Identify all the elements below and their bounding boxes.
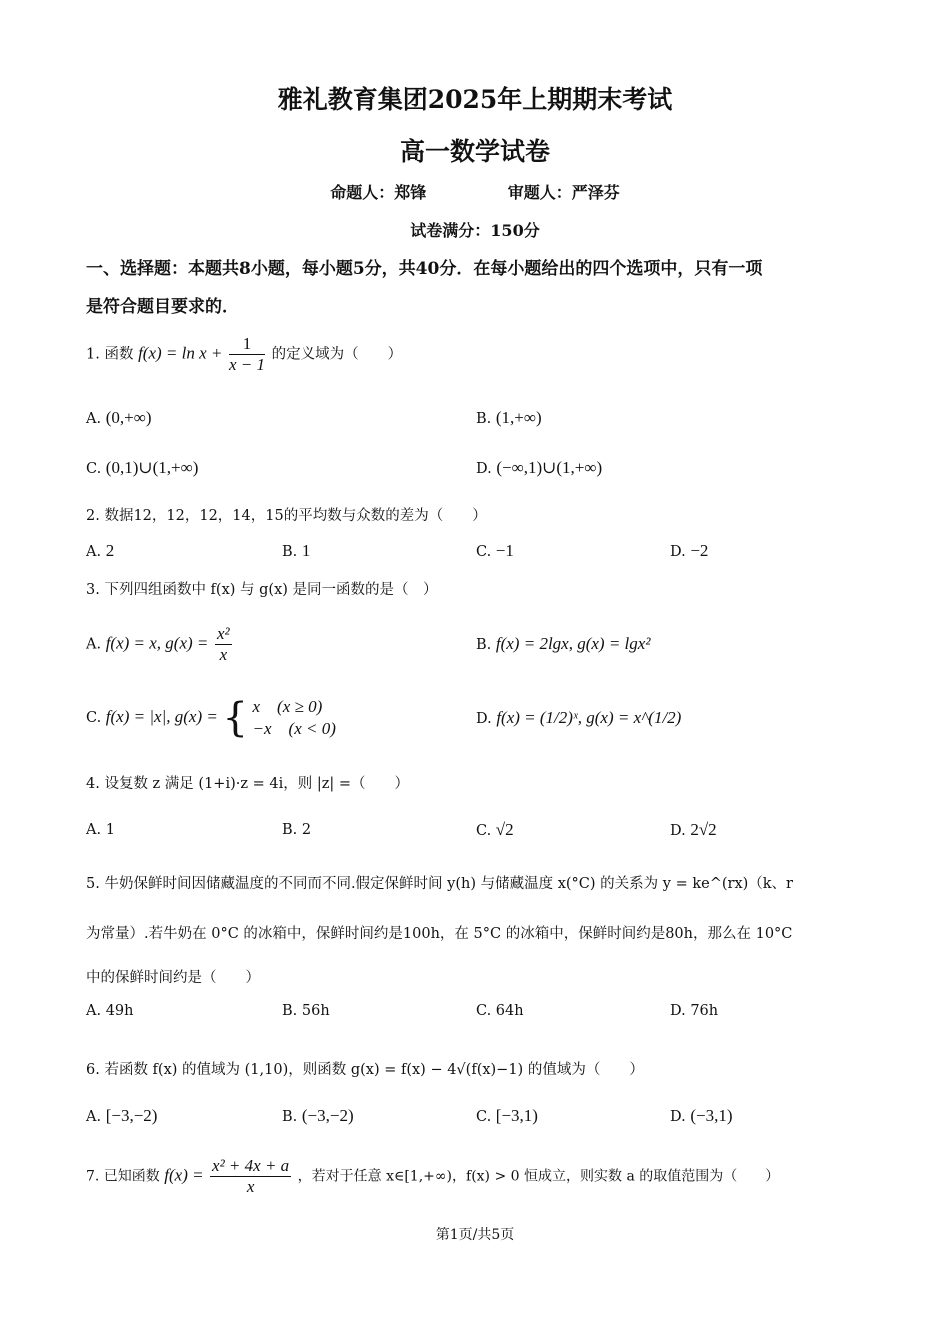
option-value: (1,+∞) <box>495 408 542 427</box>
option-label: C. <box>86 461 102 477</box>
q3-c-case2: −x (x < 0) <box>252 719 336 738</box>
option-value: f(x) = x, g(x) = <box>105 633 209 653</box>
q3-option-c <box>86 696 336 740</box>
option-value: √2 <box>495 820 514 839</box>
option-value: (−∞,1)∪(1,+∞) <box>496 458 603 477</box>
question-3: 3. 下列四组函数中 f(x) 与 g(x) 是同一函数的是（ ） <box>86 582 438 598</box>
option-label: A. <box>86 1109 102 1125</box>
reviewer-label: 审题人：严泽芬 <box>507 183 620 202</box>
q3-a-num: x² <box>217 624 230 643</box>
q5-option-c <box>476 1003 524 1019</box>
q1-func: f(x) = ln x + <box>138 343 223 363</box>
q7-func: f(x) = <box>164 1165 204 1185</box>
option-label: B. <box>282 822 298 838</box>
option-value: 2 <box>301 822 312 838</box>
option-value: f(x) = (1/2)ˣ, g(x) = x^(1/2) <box>496 708 682 727</box>
option-label: A. <box>86 636 102 653</box>
exam-title: 雅礼教育集团2025年上期期末考试 <box>277 85 673 114</box>
q2-option-c <box>476 541 514 561</box>
option-label: C. <box>476 1109 492 1125</box>
option-label: D. <box>476 711 492 727</box>
q3-a-den: x <box>219 645 228 664</box>
q1-suffix: 的定义域为（ ） <box>271 346 403 363</box>
option-value: 56h <box>301 1003 330 1019</box>
option-label: A. <box>86 1003 102 1019</box>
page-footer: 第1页/共5页 <box>435 1227 515 1243</box>
option-value: (−3,1) <box>690 1106 733 1125</box>
author-label: 命题人：郑锋 <box>330 183 427 202</box>
q5-option-b <box>282 1003 330 1019</box>
exam-subtitle: 高一数学试卷 <box>399 137 550 166</box>
q5-option-a <box>86 1003 134 1019</box>
section-heading-line2: 是符合题目要求的． <box>86 297 239 317</box>
option-label: A. <box>86 822 102 838</box>
question-7 <box>86 1156 876 1197</box>
option-label: B. <box>282 1003 298 1019</box>
option-value: f(x) = 2lgx, g(x) = lgx² <box>495 634 651 653</box>
option-value: f(x) = |x|, g(x) = <box>105 707 218 726</box>
option-label: C. <box>476 1003 492 1019</box>
option-value: 2 <box>105 541 115 560</box>
question-5-line1: 5. 牛奶保鲜时间因储藏温度的不同而不同.假定保鲜时间 y(h) 与储藏温度 x(°C) 的关系为 y = ke^(rx)（k、r <box>86 876 793 892</box>
q7-fraction <box>210 1156 291 1197</box>
q7-prefix: 7. 已知函数 <box>86 1168 160 1185</box>
q1-frac-num: 1 <box>229 334 265 355</box>
option-label: D. <box>670 1003 686 1019</box>
q3-c-case1: x (x ≥ 0) <box>252 697 323 716</box>
section-heading-line1: 一、选择题：本题共8小题，每小题5分，共40分．在每小题给出的四个选项中，只有一项 <box>86 259 763 279</box>
q6-option-b <box>282 1106 354 1126</box>
question-6: 6. 若函数 f(x) 的值域为 (1,10)，则函数 g(x) = f(x) − 4√(f(x)−1) 的值域为（ ） <box>86 1062 644 1078</box>
option-label: C. <box>476 544 492 560</box>
q1-option-b <box>476 408 542 428</box>
q2-option-d <box>670 541 708 561</box>
option-value: (−3,−2) <box>301 1106 354 1125</box>
q7-frac-den: x <box>246 1177 255 1196</box>
option-label: B. <box>282 544 298 560</box>
q1-option-c <box>86 458 198 478</box>
option-value: 64h <box>495 1003 524 1019</box>
author-line <box>0 180 950 203</box>
option-value: (0,+∞) <box>105 408 152 427</box>
q7-frac-num: x² + 4x + a <box>212 1156 290 1175</box>
q1-prefix: 1. 函数 <box>86 346 134 363</box>
option-label: C. <box>86 710 102 726</box>
option-label: A. <box>86 544 102 560</box>
q1-frac-den: x − 1 <box>228 355 266 374</box>
question-5-line3: 中的保鲜时间约是（ ） <box>86 970 260 986</box>
q7-suffix: ，若对于任意 x∈[1,+∞)，f(x) > 0 恒成立，则实数 a 的取值范围为（ ） <box>297 1168 780 1185</box>
option-label: B. <box>476 637 492 653</box>
option-value: −2 <box>690 541 709 560</box>
option-label: B. <box>476 411 492 427</box>
option-label: D. <box>476 461 492 477</box>
q1-fraction <box>229 334 265 375</box>
q6-option-a <box>86 1106 157 1126</box>
full-score: 试卷满分：150分 <box>410 221 540 240</box>
q4-option-c <box>476 820 514 840</box>
question-5-line2: 为常量）.若牛奶在 0°C 的冰箱中，保鲜时间约是100h，在 5°C 的冰箱中，保鲜时间约是80h，那么在 10°C <box>86 926 793 942</box>
option-label: D. <box>670 1109 686 1125</box>
option-label: D. <box>670 823 686 839</box>
option-value: 49h <box>105 1003 134 1019</box>
q5-option-d <box>670 1003 718 1019</box>
option-value: [−3,−2) <box>105 1106 158 1125</box>
q3-option-b <box>476 634 650 654</box>
option-value: (0,1)∪(1,+∞) <box>105 458 199 477</box>
option-value: 1 <box>105 822 115 838</box>
q3-option-a <box>86 624 234 665</box>
question-2: 2. 数据12，12，12，14，15的平均数与众数的差为（ ） <box>86 508 487 524</box>
option-label: B. <box>282 1109 298 1125</box>
q2-option-b <box>282 541 310 561</box>
brace-icon: { <box>222 695 248 741</box>
q6-option-d <box>670 1106 733 1126</box>
q4-option-a <box>86 822 115 838</box>
option-value: 1 <box>301 541 311 560</box>
option-label: A. <box>86 411 102 427</box>
q6-option-c <box>476 1106 538 1126</box>
question-1 <box>86 334 876 375</box>
q3-a-fraction <box>215 624 232 665</box>
q1-option-a <box>86 408 151 428</box>
option-label: D. <box>670 544 686 560</box>
q3-c-cases <box>253 696 336 740</box>
option-value: [−3,1) <box>495 1106 538 1125</box>
q3-option-d <box>476 708 681 728</box>
q4-option-d <box>670 820 717 840</box>
q4-option-b <box>282 822 311 838</box>
question-4: 4. 设复数 z 满足 (1+i)·z = 4i，则 |z| =（ ） <box>86 776 409 792</box>
option-value: 2√2 <box>690 820 717 839</box>
section-heading <box>86 250 876 326</box>
option-value: 76h <box>690 1003 719 1019</box>
option-value: −1 <box>495 541 514 560</box>
q1-option-d <box>476 458 602 478</box>
q2-option-a <box>86 541 114 561</box>
option-label: C. <box>476 823 492 839</box>
